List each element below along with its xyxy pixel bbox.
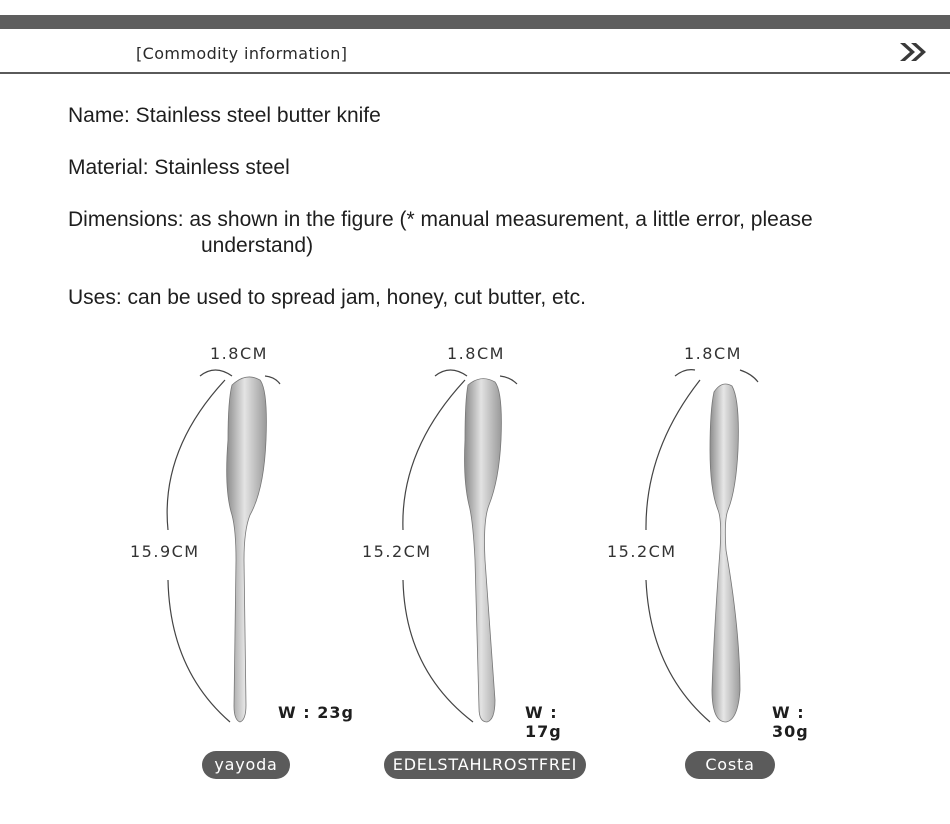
weight-label: W : 17g <box>525 703 562 741</box>
width-label: 1.8CM <box>210 344 268 363</box>
length-label: 15.9CM <box>130 542 200 561</box>
brand-badge: yayoda <box>202 751 290 779</box>
product-card <box>355 330 595 800</box>
top-bar <box>0 15 950 29</box>
dimensions-line-2: understand) <box>201 234 314 257</box>
header-divider <box>0 72 950 74</box>
double-chevron-right-icon[interactable] <box>898 40 930 64</box>
dimensions-text <box>68 207 813 259</box>
width-label: 1.8CM <box>684 344 742 363</box>
name-line: Name: Stainless steel butter knife <box>68 104 381 127</box>
dimensions-line-1: Dimensions: as shown in the figure (* manual measurement, a little error, please <box>68 208 813 231</box>
length-label: 15.2CM <box>607 542 677 561</box>
product-card <box>600 330 840 800</box>
brand-badge: Costa <box>685 751 775 779</box>
material-line: Material: Stainless steel <box>68 156 290 179</box>
brand-badge: EDELSTAHLROSTFREI <box>384 751 586 779</box>
weight-label: W : 30g <box>772 703 809 741</box>
product-card <box>120 330 360 800</box>
weight-label: W : 23g <box>278 703 354 722</box>
uses-line: Uses: can be used to spread jam, honey, cut butter, etc. <box>68 286 586 309</box>
section-title: [Commodity information] <box>136 44 348 63</box>
width-label: 1.8CM <box>447 344 505 363</box>
butter-knife-image <box>120 330 360 800</box>
length-label: 15.2CM <box>362 542 432 561</box>
